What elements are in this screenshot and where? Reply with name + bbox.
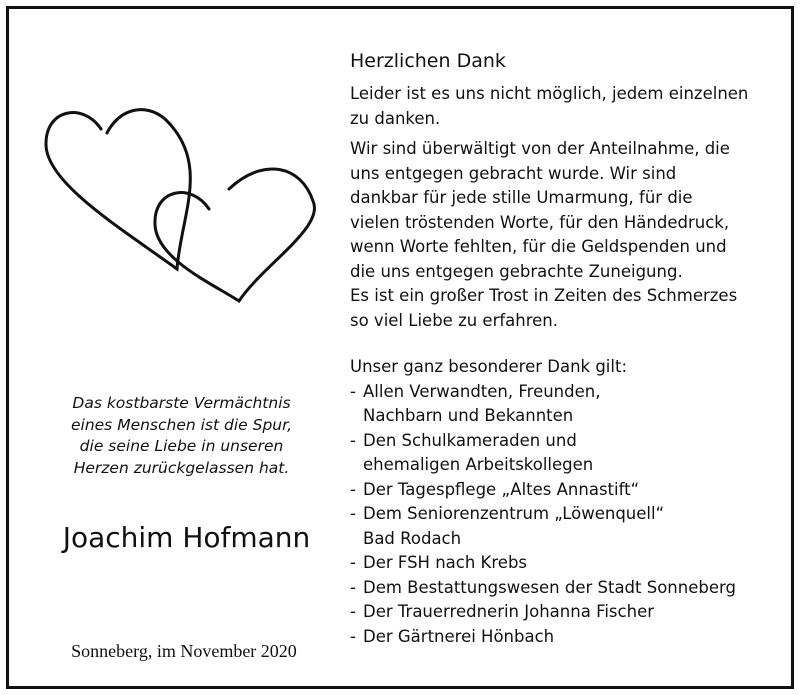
list-item-line: Den Schulkameraden und bbox=[363, 430, 577, 450]
list-item bbox=[350, 380, 780, 429]
quote-line: Das kostbarste Vermächtnis bbox=[72, 394, 291, 412]
two-hearts-icon bbox=[39, 97, 321, 303]
list-item bbox=[350, 600, 780, 625]
thanks-text-block bbox=[350, 47, 780, 649]
list-item bbox=[350, 551, 780, 576]
list-dash: - bbox=[350, 553, 356, 572]
heading: Herzlichen Dank bbox=[350, 50, 506, 72]
list-dash: - bbox=[350, 626, 356, 646]
list-item-line: Dem Bestattungswesen der Stadt Sonneberg bbox=[363, 577, 736, 597]
body-line: Es ist ein großer Trost in Zeiten des Schmerzes bbox=[350, 286, 738, 305]
quote-line: die seine Liebe in unseren bbox=[79, 437, 284, 455]
list-dash: - bbox=[350, 504, 356, 523]
thanks-heading: Unser ganz besonderer Dank gilt: bbox=[350, 357, 628, 376]
quote-line: Herzen zurückgelassen hat. bbox=[73, 458, 290, 477]
body-line: uns entgegen gebracht wurde. Wir sind bbox=[350, 163, 677, 183]
list-item-line: Bad Rodach bbox=[363, 528, 462, 548]
intro-paragraph bbox=[350, 82, 780, 131]
memorial-quote bbox=[34, 393, 329, 479]
thanks-list bbox=[350, 380, 780, 650]
body-paragraph bbox=[350, 137, 780, 333]
intro-line: zu danken. bbox=[350, 108, 441, 128]
list-item bbox=[350, 625, 780, 650]
list-item bbox=[350, 478, 780, 503]
list-item bbox=[350, 502, 780, 551]
body-line: dankbar für jede stille Umarmung, für die bbox=[350, 188, 693, 207]
body-line: Wir sind überwältigt von der Anteilnahme, die bbox=[350, 139, 730, 158]
body-line: wenn Worte fehlten, für die Geldspenden und bbox=[350, 237, 727, 256]
list-item-line: Dem Seniorenzentrum „Löwenquell“ bbox=[363, 504, 665, 523]
body-line: vielen tröstenden Worte, für den Händedruck, bbox=[350, 212, 730, 232]
list-dash: - bbox=[350, 602, 356, 621]
list-dash: - bbox=[350, 381, 356, 401]
body-line: so viel Liebe zu erfahren. bbox=[350, 310, 559, 330]
list-item-line: ehemaligen Arbeitskollegen bbox=[363, 455, 594, 474]
list-item bbox=[350, 576, 780, 601]
card-frame bbox=[6, 6, 794, 689]
place-date: Sonneberg, im November 2020 bbox=[71, 641, 297, 661]
list-item-line: Der Tagespflege „Altes Annastift“ bbox=[363, 479, 640, 499]
list-item-line: Der FSH nach Krebs bbox=[363, 553, 528, 572]
list-dash: - bbox=[350, 479, 356, 499]
list-dash: - bbox=[350, 577, 356, 597]
list-item-line: Nachbarn und Bekannten bbox=[363, 406, 574, 425]
quote-line: eines Menschen ist die Spur, bbox=[70, 415, 293, 434]
list-item-line: Allen Verwandten, Freunden, bbox=[363, 381, 601, 401]
list-item bbox=[350, 429, 780, 478]
deceased-name: Joachim Hofmann bbox=[62, 521, 311, 554]
list-item-line: Der Trauerrednerin Johanna Fischer bbox=[363, 602, 654, 621]
list-item-line: Der Gärtnerei Hönbach bbox=[363, 626, 555, 646]
intro-line: Leider ist es uns nicht möglich, jedem einzelnen bbox=[350, 84, 749, 103]
body-line: die uns entgegen gebrachte Zuneigung. bbox=[350, 261, 683, 281]
list-dash: - bbox=[350, 430, 356, 450]
